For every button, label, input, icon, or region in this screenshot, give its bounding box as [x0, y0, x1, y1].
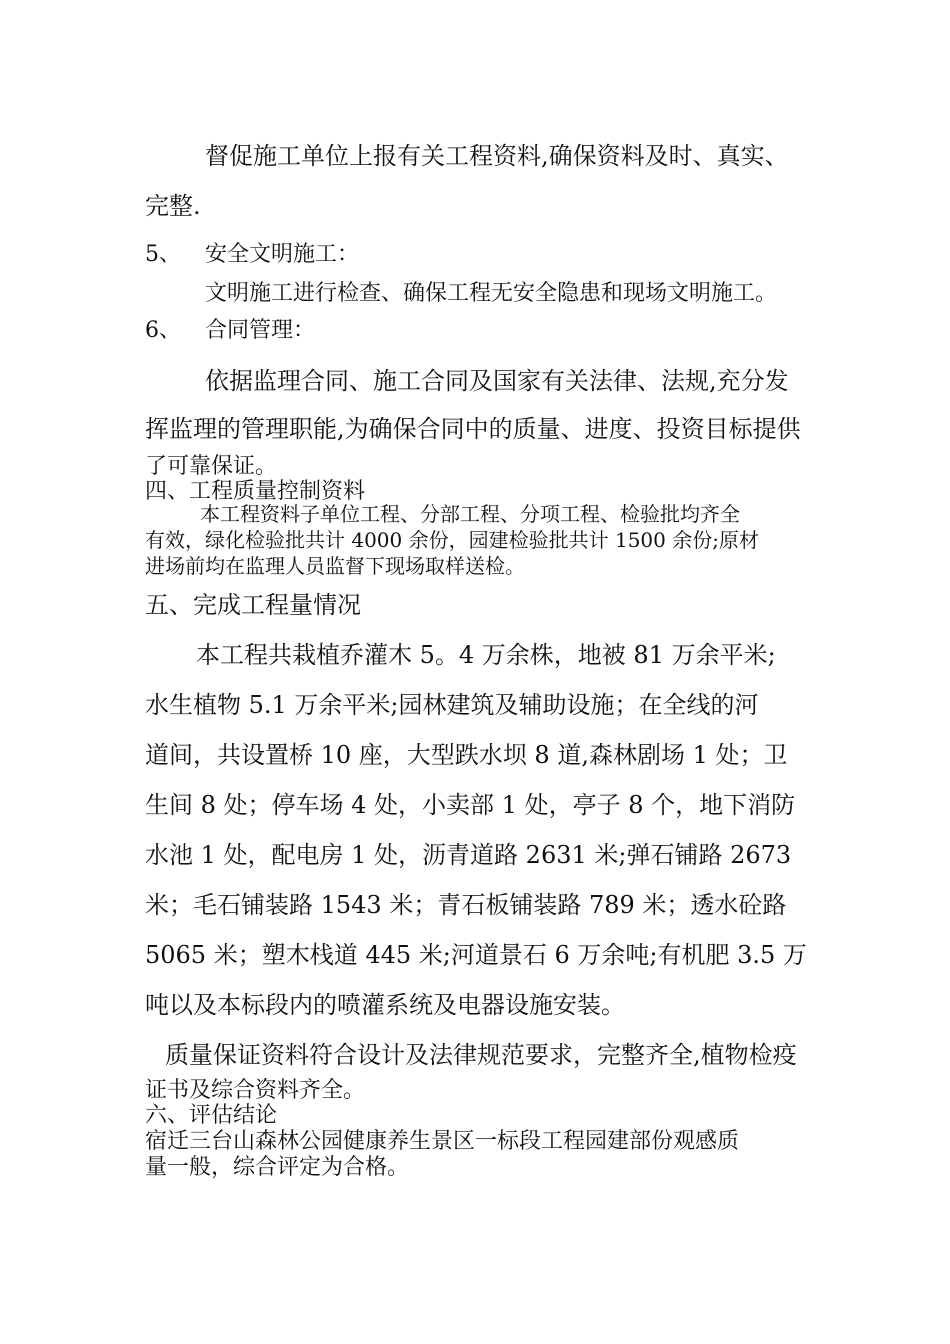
section5-line7: 5065 米；塑木栈道 445 米;河道景石 6 万余吨;有机肥 3.5 万	[145, 941, 807, 969]
item6-body-line3: 了可靠保证。	[145, 454, 278, 479]
item6-title: 合同管理：	[205, 318, 316, 343]
quality-statement-line1: 质量保证资料符合设计及法律规范要求，完整齐全,植物检疫	[165, 1041, 797, 1069]
section4-line3: 进场前均在监理人员监督下现场取样送检。	[145, 554, 525, 578]
section4-line1: 本工程资料子单位工程、分部工程、分项工程、检验批均齐全	[200, 502, 740, 526]
section4-line2: 有效，绿化检验批共计 4000 余份，园建检验批共计 1500 余份;原材	[145, 528, 759, 552]
section5-line2: 水生植物 5.1 万余平米;园林建筑及辅助设施；在全线的河	[145, 691, 759, 719]
section6-heading: 六、评估结论	[145, 1103, 278, 1128]
item6-body-line1: 依据监理合同、施工合同及国家有关法律、法规,充分发	[205, 367, 789, 395]
section4-heading: 四、工程质量控制资料	[145, 479, 366, 504]
section5-line1: 本工程共栽植乔灌木 5。4 万余株，地被 81 万余平米;	[196, 641, 776, 669]
item6-body-line2: 挥监理的管理职能,为确保合同中的质量、进度、投资目标提供	[145, 415, 801, 443]
quality-statement-line2: 证书及综合资料齐全。	[145, 1078, 366, 1103]
section5-heading: 五、完成工程量情况	[145, 591, 361, 619]
p1-line1: 督促施工单位上报有关工程资料,确保资料及时、真实、	[205, 142, 789, 170]
section5-line8: 吨以及本标段内的喷灌系统及电器设施安装。	[145, 991, 625, 1019]
p1-line2: 完整.	[145, 192, 201, 220]
section6-line1: 宿迁三台山森林公园健康养生景区一标段工程园建部份观感质	[145, 1129, 740, 1154]
section5-line6: 米；毛石铺装路 1543 米；青石板铺装路 789 米；透水砼路	[145, 891, 787, 919]
item6-number: 6、	[145, 318, 181, 343]
section5-line3: 道间，共设置桥 10 座，大型跌水坝 8 道,森林剧场 1 处；卫	[145, 741, 788, 769]
section6-line2: 量一般，综合评定为合格。	[145, 1155, 410, 1180]
item5-body: 文明施工进行检查、确保工程无安全隐患和现场文明施工。	[205, 281, 778, 306]
section5-line5: 水池 1 处，配电房 1 处，沥青道路 2631 米;弹石铺路 2673	[145, 841, 792, 869]
item5-number: 5、	[145, 242, 181, 267]
item5-title: 安全文明施工：	[205, 242, 360, 267]
section5-line4: 生间 8 处；停车场 4 处，小卖部 1 处，亭子 8 个，地下消防	[145, 791, 796, 819]
